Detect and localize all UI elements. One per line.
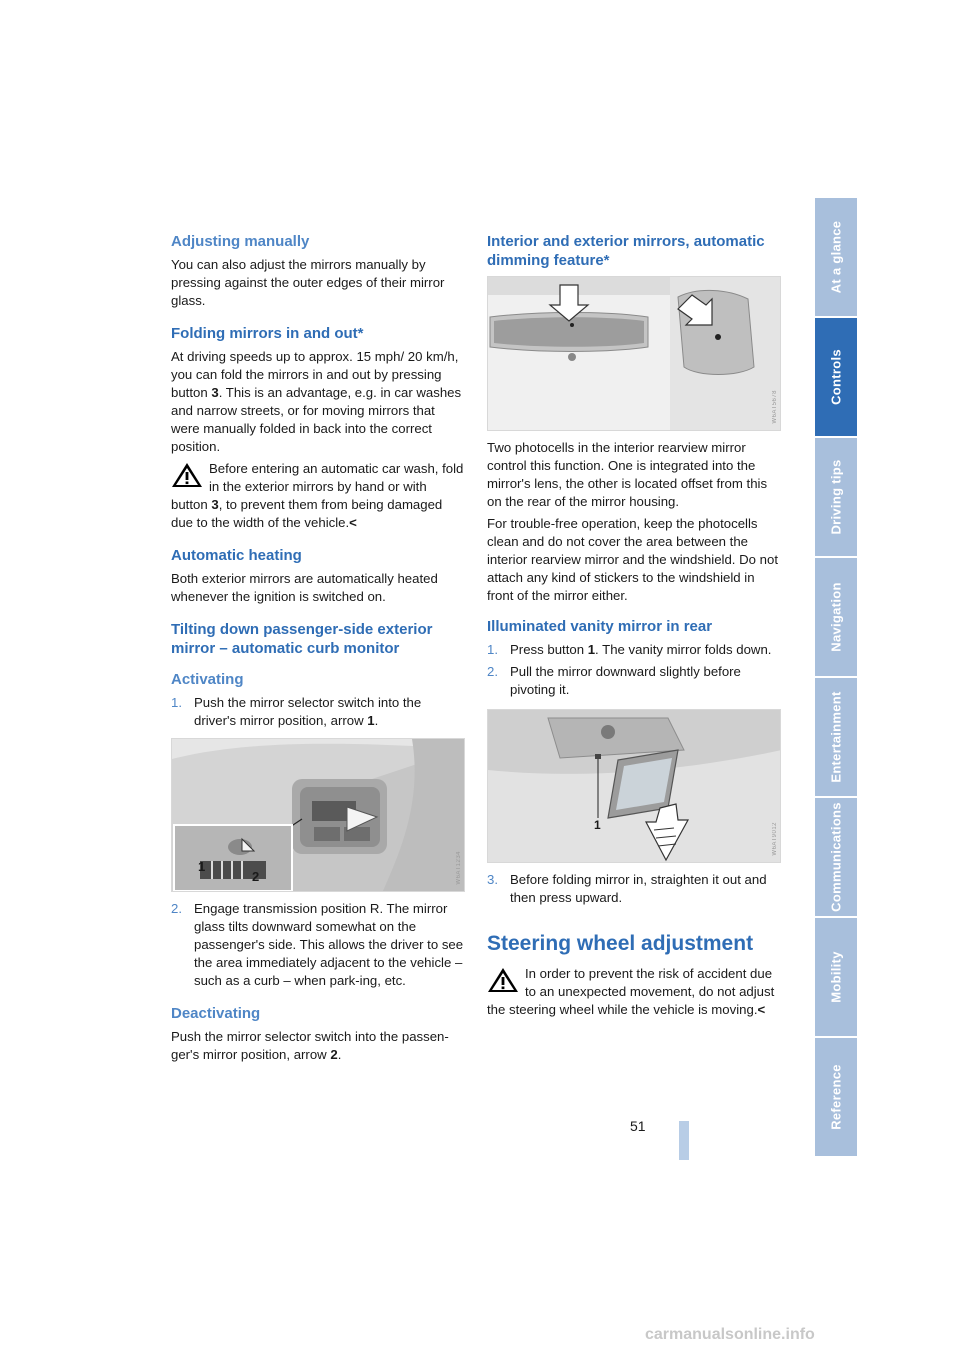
folding-mirrors-text: At driving speeds up to approx. 15 mph/ 20 km/h, you can fold the mirrors in and out by pressing button 3. This is an advantage, e.g. in car washes and narrow streets, or for moving mirrors that were manually folded in back into the correct position. — [171, 349, 462, 454]
vanity-step-1: 1. Press button 1. The vanity mirror folds down. — [487, 642, 772, 657]
rearview-mirror-figure — [487, 276, 781, 431]
tab-driving-tips[interactable]: Driving tips — [815, 438, 857, 558]
mirror-switch-figure — [171, 738, 465, 892]
tab-reference[interactable]: Reference — [815, 1038, 857, 1158]
tab-at-a-glance[interactable]: At a glance — [815, 198, 857, 318]
automatic-heating-text: Both exterior mirrors are automatically heated whenever the ignition is switched on. — [171, 571, 438, 604]
activating-heading: Activating — [171, 671, 244, 688]
folding-warning: Before entering an automatic car wash, fold in the exterior mirrors by hand or with button 3, to prevent them from being damaged due to the width of the vehicle.< — [171, 461, 464, 530]
steering-wheel-heading: Steering wheel adjustment — [487, 932, 754, 955]
automatic-heating-heading: Automatic heating — [171, 547, 302, 564]
tilting-down-heading: Tilting down passenger-side exterior mirror – automatic curb monitor — [171, 621, 433, 657]
right-column — [487, 226, 781, 1023]
warning-triangle-icon — [171, 462, 203, 488]
adjusting-manually-heading: Adjusting manually — [171, 233, 310, 250]
rearview-mirror-illustration — [488, 277, 781, 431]
dimming-text-2: For trouble-free operation, keep the photocells clean and do not cover the area between the interior rearview mirror and the windshield. Do not attach any kind of stickers to the windshield in front of the mirror either. — [487, 516, 778, 603]
adjusting-manually-text: You can also adjust the mirrors manually by pressing against the outer edges of their mirror glass. — [171, 257, 445, 308]
tab-controls[interactable]: Controls — [815, 318, 857, 438]
deactivating-heading: Deactivating — [171, 1005, 261, 1022]
tab-communications[interactable]: Communications — [815, 798, 857, 918]
vanity-step-3: 3. Before folding mirror in, straighten it out and then press upward. — [487, 872, 767, 905]
figure-code: W6AT9012 — [772, 822, 778, 856]
mirror-switch-illustration — [172, 739, 465, 892]
page-number: 51 — [630, 1118, 646, 1134]
vanity-steps — [487, 641, 781, 699]
figure-label-1: 1 — [198, 859, 206, 874]
figure-label-2: 2 — [252, 869, 260, 884]
activating-steps — [171, 694, 465, 730]
page-marker-bar — [679, 1121, 689, 1160]
warning-triangle-icon — [487, 967, 519, 993]
steering-warning: In order to prevent the risk of accident due to an unexpected movement, do not adjust the steering wheel while the vehicle is moving.< — [487, 966, 775, 1017]
vanity-steps-continued — [487, 871, 781, 907]
figure-code: W6AT5678 — [772, 390, 778, 424]
deactivating-text: Push the mirror selector switch into the passen-ger's mirror position, arrow 2. — [171, 1029, 449, 1062]
tab-navigation[interactable]: Navigation — [815, 558, 857, 678]
vanity-mirror-illustration — [488, 710, 781, 863]
vanity-step-2: 2. Pull the mirror downward slightly before pivoting it. — [487, 664, 741, 697]
activating-step-2: 2. Engage transmission position R. The mirror glass tilts downward somewhat on the passenger's side. This allows the driver to see the area immediately adjacent to the vehicle – such as a curb – when park-ing, etc. — [171, 901, 464, 988]
automatic-dimming-heading: Interior and exterior mirrors, automatic dimming feature* — [487, 233, 765, 269]
vanity-mirror-figure — [487, 709, 781, 863]
vanity-mirror-heading: Illuminated vanity mirror in rear — [487, 618, 713, 635]
watermark: carmanualsonline.info — [645, 1326, 815, 1343]
section-tab-bar — [815, 198, 857, 1160]
activating-steps-continued — [171, 900, 465, 990]
left-column — [171, 226, 465, 1068]
tab-entertainment[interactable]: Entertainment — [815, 678, 857, 798]
folding-mirrors-heading: Folding mirrors in and out* — [171, 325, 364, 342]
activating-step-1: 1. Push the mirror selector switch into the driver's mirror position, arrow 1. — [171, 695, 422, 728]
figure-code: W6AT1234 — [456, 851, 462, 885]
tab-mobility[interactable]: Mobility — [815, 918, 857, 1038]
dimming-text-1: Two photocells in the interior rearview mirror control this function. One is integrated into the mirror's lens, the other is located offset from this on the rear of the mirror housing. — [487, 440, 768, 509]
figure-label-1: 1 — [594, 818, 601, 832]
